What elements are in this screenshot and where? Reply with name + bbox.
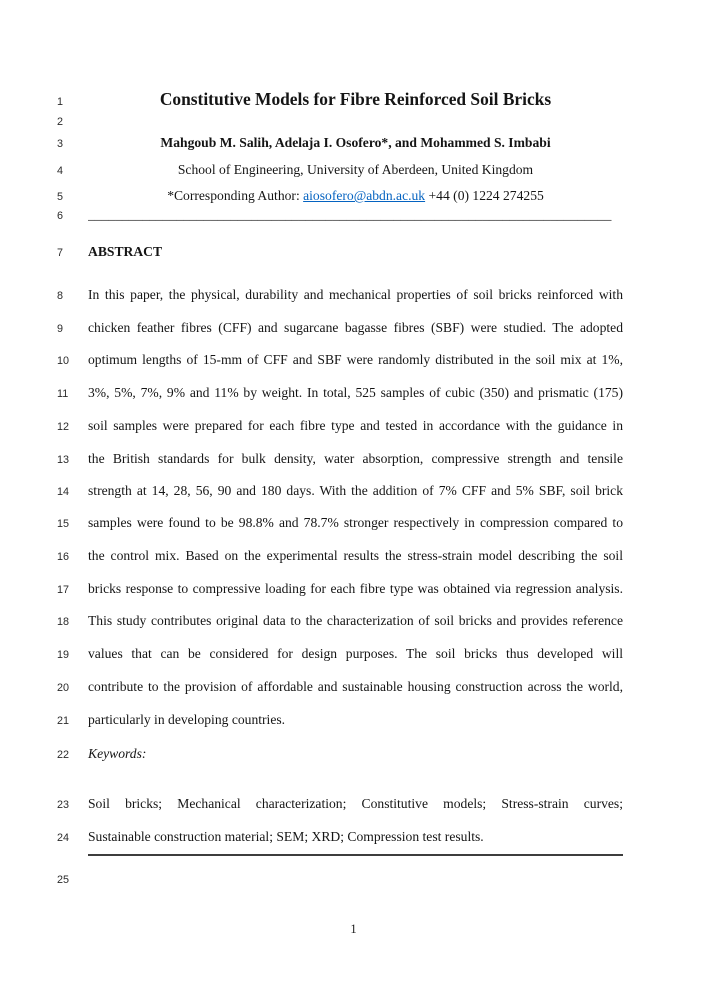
line-number: 3 — [57, 138, 64, 150]
line-number: 2 — [57, 116, 64, 128]
abstract-text-line — [57, 579, 623, 600]
line-number: 14 — [57, 486, 70, 498]
abstract-heading-text: ABSTRACT — [88, 244, 163, 259]
abstract-text-line-text: the control mix. Based on the experimental results the stress-strain model describing the soil — [88, 548, 623, 563]
empty-line — [57, 870, 623, 890]
corresponding-author-line-text — [88, 186, 623, 206]
affiliation-line — [57, 160, 623, 181]
line-number: 7 — [57, 247, 64, 259]
line-number: 1 — [57, 96, 64, 108]
keywords-text-line-text: Sustainable construction material; SEM; XRD; Compression test results. — [88, 829, 484, 844]
paper-title — [57, 88, 623, 113]
abstract-text-line-text: values that can be considered for design purposes. The soil bricks thus developed will — [88, 646, 623, 661]
correspondence-suffix: +44 (0) 1224 274255 — [425, 188, 544, 203]
abstract-text-line-text: the British standards for bulk density, water absorption, compressive strength and tensile — [88, 451, 623, 466]
keywords-text-line-text: Soil bricks; Mechanical characterization; Constitutive models; Stress-strain curves; — [88, 796, 623, 811]
keywords-text-line — [57, 794, 623, 815]
line-number: 4 — [57, 165, 64, 177]
email-link[interactable]: aiosofero@abdn.ac.uk — [303, 188, 426, 203]
abstract-text-line-text: chicken feather fibres (CFF) and sugarcane bagasse fibres (SBF) were studied. The adopted — [88, 320, 623, 335]
keywords-text-line — [57, 827, 623, 848]
header-divider-text: _____________________________________________________________________________ — [88, 207, 612, 222]
abstract-text-line — [57, 318, 623, 339]
correspondence-prefix: *Corresponding Author: — [167, 188, 304, 203]
abstract-text-line — [57, 513, 623, 534]
line-number: 18 — [57, 616, 70, 628]
header-divider — [57, 205, 623, 226]
abstract-text-line-text: soil samples were prepared for each fibre type and tested in accordance with the guidance in — [88, 418, 623, 433]
section-divider-text — [88, 854, 623, 856]
keywords-label — [57, 744, 623, 765]
keywords-label-text: Keywords: — [88, 746, 147, 761]
section-divider — [57, 854, 623, 856]
line-number: 12 — [57, 421, 70, 433]
line-number: 16 — [57, 551, 70, 563]
line-number: 25 — [57, 874, 70, 886]
line-number: 15 — [57, 518, 70, 530]
line-number: 5 — [57, 191, 64, 203]
abstract-text-line-text: This study contributes original data to the characterization of soil bricks and provides reference — [88, 613, 623, 628]
abstract-heading — [57, 242, 623, 263]
abstract-text-line-text: samples were found to be 98.8% and 78.7% stronger respectively in compression compared to — [88, 515, 623, 530]
authors-line — [57, 133, 623, 154]
line-number: 19 — [57, 649, 70, 661]
line-number: 6 — [57, 210, 64, 222]
authors-line-text: Mahgoub M. Salih, Adelaja I. Osofero*, and Mohammed S. Imbabi — [160, 135, 551, 150]
abstract-text-line — [57, 350, 623, 371]
line-number: 20 — [57, 682, 70, 694]
abstract-text-line-text: optimum lengths of 15-mm of CFF and SBF were randomly distributed in the soil mix at 1%, — [88, 352, 623, 367]
abstract-text-line — [57, 546, 623, 567]
line-number: 11 — [57, 388, 69, 400]
abstract-text-line — [57, 710, 623, 731]
line-number: 24 — [57, 832, 70, 844]
abstract-text-line-text: contribute to the provision of affordable and sustainable housing construction across the world, — [88, 679, 623, 694]
abstract-text-line — [57, 383, 623, 404]
abstract-text-line — [57, 481, 623, 502]
corresponding-author-line — [57, 186, 623, 207]
abstract-text-line — [57, 644, 623, 665]
abstract-text-line — [57, 677, 623, 698]
abstract-text-line — [57, 611, 623, 632]
line-number: 8 — [57, 290, 64, 302]
abstract-text-line — [57, 416, 623, 437]
line-number: 17 — [57, 584, 70, 596]
abstract-text-line-text: 3%, 5%, 7%, 9% and 11% by weight. In total, 525 samples of cubic (350) and prismatic (175) — [88, 385, 623, 400]
paper-title-text: Constitutive Models for Fibre Reinforced Soil Bricks — [159, 89, 552, 109]
abstract-text-line-text: bricks response to compressive loading for each fibre type was obtained via regression analysis. — [88, 581, 623, 596]
empty-line — [57, 112, 623, 132]
abstract-text-line — [57, 285, 623, 306]
line-number: 21 — [57, 715, 70, 727]
line-number: 9 — [57, 323, 64, 335]
line-number: 22 — [57, 749, 70, 761]
abstract-text-line-text: In this paper, the physical, durability and mechanical properties of soil bricks reinforced with — [88, 287, 623, 302]
page-number: 1 — [350, 922, 357, 936]
line-number: 10 — [57, 355, 70, 367]
abstract-text-line-text: particularly in developing countries. — [88, 712, 286, 727]
line-number: 23 — [57, 799, 70, 811]
affiliation-line-text: School of Engineering, University of Aberdeen, United Kingdom — [177, 162, 534, 177]
line-number: 13 — [57, 454, 70, 466]
abstract-text-line-text: strength at 14, 28, 56, 90 and 180 days. With the addition of 7% CFF and 5% SBF, soil brick — [88, 483, 623, 498]
abstract-text-line — [57, 449, 623, 470]
